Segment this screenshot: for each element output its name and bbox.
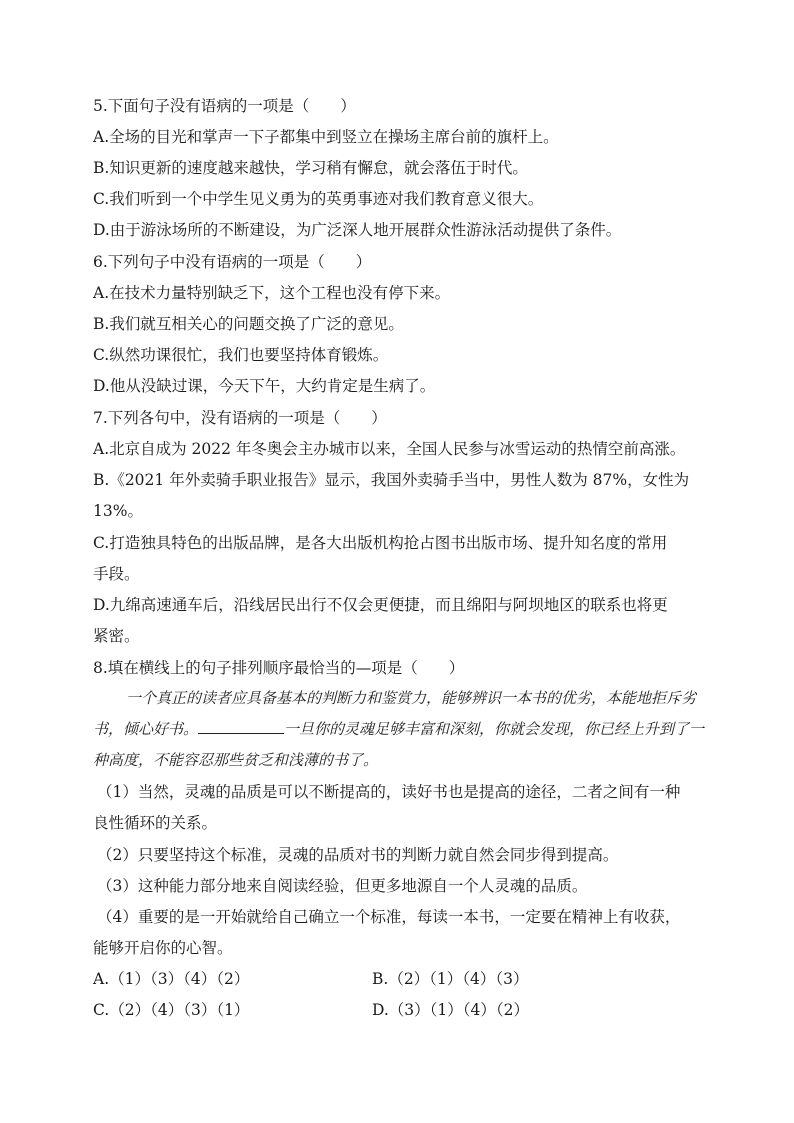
question-7-option-b-cont: 13%。 xyxy=(93,502,143,520)
question-7-option-c: C.打造独具特色的出版品牌，是各大出版机构抢占图书出版市场、提升知名度的常用 xyxy=(93,534,668,552)
question-8-option-c: C.（2）（4）（3）（1） xyxy=(93,1001,250,1019)
question-7-option-c-cont: 手段。 xyxy=(93,565,140,583)
sentence-3: （3）这种能力部分地来自阅读经验，但更多地源自一个人灵魂的品质。 xyxy=(97,877,588,895)
question-8-option-a: A.（1）（3）（4）（2） xyxy=(93,970,250,988)
question-6-option-d: D.他从没缺过课，今天下午，大约肯定是生病了。 xyxy=(93,377,436,395)
fill-blank xyxy=(198,719,284,734)
question-7-option-a: A.北京自成为 2022 年冬奥会主办城市以来，全国人民参与冰雪运动的热情空前高涨。 xyxy=(93,440,686,458)
question-5-option-c: C.我们听到一个中学生见义勇为的英勇事迹对我们教育意义很大。 xyxy=(93,190,544,208)
sentence-1-cont: 良性循环的关系。 xyxy=(93,814,218,832)
question-6-option-b: B.我们就互相关心的问题交换了广泛的意见。 xyxy=(93,315,404,333)
sentence-1: （1）当然，灵魂的品质是可以不断提高的，读好书也是提高的途径，二者之间有一种 xyxy=(97,783,681,801)
question-7-option-b: B.《2021 年外卖骑手职业报告》显示，我国外卖骑手当中，男性人数为 87%，女性为 xyxy=(93,471,690,489)
question-8-option-d: D.（3）（1）（4）（2） xyxy=(372,1001,529,1019)
question-7-option-d: D.九绵高速通车后，沿线居民出行不仅会更便捷，而且绵阳与阿坝地区的联系也将更 xyxy=(93,596,668,614)
sentence-4: （4）重要的是一开始就给自己确立一个标准，每读一本书，一定要在精神上有收获， xyxy=(97,908,681,926)
question-5-option-d: D.由于游泳场所的不断建设，为广泛深人地开展群众性游泳活动提供了条件。 xyxy=(93,221,622,239)
question-6-option-a: A.在技术力量特别缺乏下，这个工程也没有停下来。 xyxy=(93,284,451,302)
question-8-option-b: B.（2）（1）（4）（3） xyxy=(372,970,529,988)
question-5-option-a: A.全场的目光和掌声一下子都集中到竖立在操场主席台前的旗杆上。 xyxy=(93,128,559,146)
passage-before: 一个真正的读者应具备基本的判断力和鉴赏力，能够辨识一本书的优劣，本能地拒斥劣书，倾心好书。 xyxy=(93,689,697,738)
passage-after: 一旦你的灵魂足够丰富和深刻，你就会发现，你已经上升到了一种高度，不能容忍那些贫乏和浅薄的书了。 xyxy=(93,720,705,769)
question-8-stem: 8.填在横线上的句子排列顺序最恰当的—项是（ ） xyxy=(93,659,465,677)
question-5-stem: 5.下面句子没有语病的一项是（ ） xyxy=(93,97,356,115)
sentence-2: （2）只要坚持这个标准，灵魂的品质对书的判断力就自然会同步得到提高。 xyxy=(97,846,619,864)
sentence-4-cont: 能够开启你的心智。 xyxy=(93,939,233,957)
question-8-passage xyxy=(93,683,705,776)
question-7-stem: 7.下列各句中，没有语病的一项是（ ） xyxy=(93,409,387,427)
question-7-option-d-cont: 紧密。 xyxy=(93,627,140,645)
question-5-option-b: B.知识更新的速度越来越快，学习稍有懈怠，就会落伍于时代。 xyxy=(93,159,528,177)
question-6-stem: 6.下列句子中没有语病的一项是（ ） xyxy=(93,253,372,271)
question-6-option-c: C.纵然功课很忙，我们也要坚持体育锻炼。 xyxy=(93,346,389,364)
